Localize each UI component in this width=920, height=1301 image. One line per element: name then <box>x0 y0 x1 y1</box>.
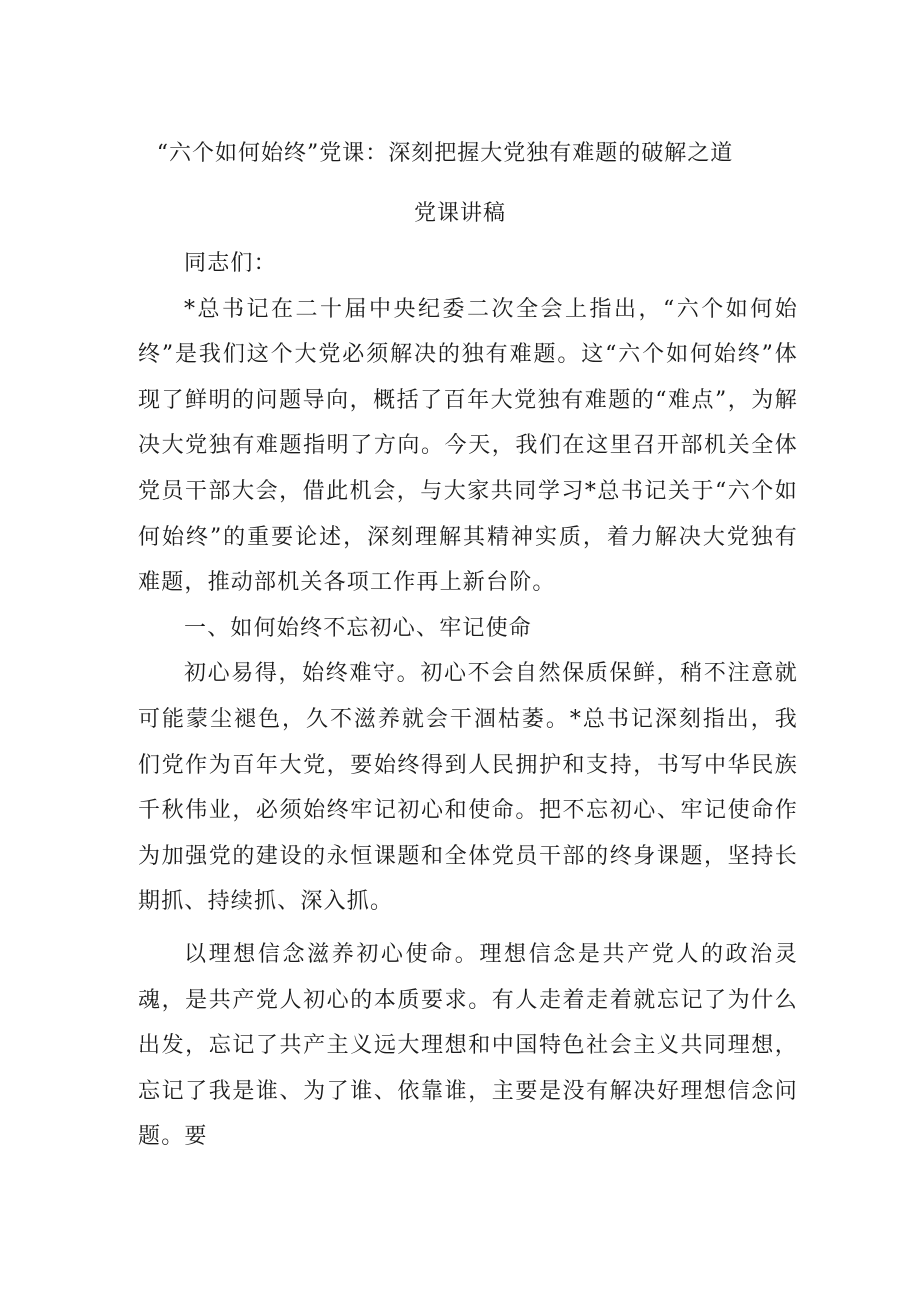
body-paragraph: *总书记在二十届中央纪委二次全会上指出，“六个如何始终”是我们这个大党必须解决的独有难题。这“六个如何始终”体现了鲜明的问题导向，概括了百年大党独有难题的“难点”，为解决大党独有难题指明了方向。今天，我们在这里召开部机关全体党员干部大会，借此机会，与大家共同学习*总书记关于“六个如何始终”的重要论述，深刻理解其精神实质，着力解决大党独有难题，推动部机关各项工作再上新台阶。 <box>138 296 798 596</box>
section-heading: 一、如何始终不忘初心、牢记使命 <box>184 615 533 641</box>
salutation-paragraph: 同志们： <box>184 251 277 276</box>
body-paragraph: 以理想信念滋养初心使命。理想信念是共产党人的政治灵魂，是共产党人初心的本质要求。有人走着走着就忘记了为什么出发，忘记了共产主义远大理想和中国特色社会主义共同理想，忘记了我是谁、为了谁、依靠谁，主要是没有解决好理想信念问题。要 <box>138 941 798 1150</box>
document-subtitle: 党课讲稿 <box>413 201 506 226</box>
body-paragraph: 初心易得，始终难守。初心不会自然保质保鲜，稍不注意就可能蒙尘褪色，久不滋养就会干涸枯萎。*总书记深刻指出，我们党作为百年大党，要始终得到人民拥护和支持，书写中华民族千秋伟业，必须始终牢记初心和使命。把不忘初心、牢记使命作为加强党的建设的永恒课题和全体党员干部的终身课题，坚持长期抓、持续抓、深入抓。 <box>138 661 798 915</box>
document-title: “六个如何始终”党课：深刻把握大党独有难题的破解之道 <box>156 141 734 166</box>
document-body <box>138 241 798 1160</box>
